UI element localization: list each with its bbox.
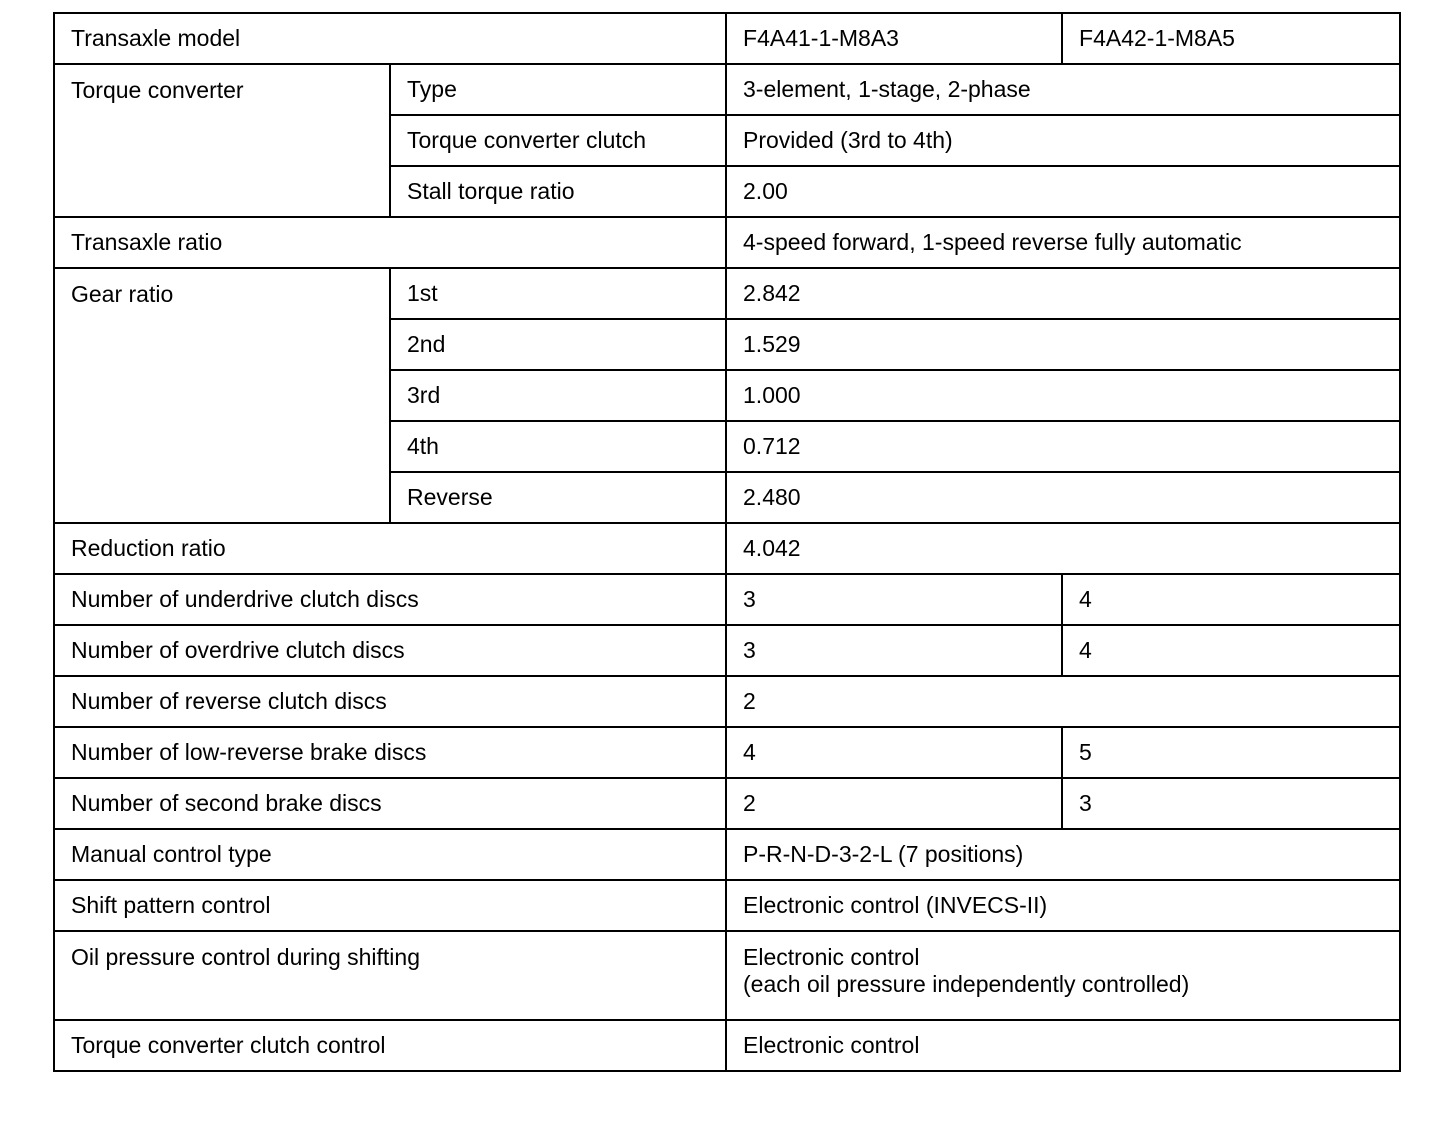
low-reverse-discs-label: Number of low-reverse brake discs (54, 727, 726, 778)
table-row-shift-pattern (54, 880, 1400, 931)
spec-table (53, 12, 1401, 1072)
overdrive-discs-label: Number of overdrive clutch discs (54, 625, 726, 676)
table-row-transaxle-ratio (54, 217, 1400, 268)
table-row-manual-control (54, 829, 1400, 880)
tcc-control-value: Electronic control (726, 1020, 1400, 1071)
model-a-header: F4A41-1-M8A3 (726, 13, 1062, 64)
stall-torque-label: Stall torque ratio (390, 166, 726, 217)
second-brake-discs-a: 2 (726, 778, 1062, 829)
gear-2nd-value: 1.529 (726, 319, 1400, 370)
manual-control-value: P-R-N-D-3-2-L (7 positions) (726, 829, 1400, 880)
tcc-control-label: Torque converter clutch control (54, 1020, 726, 1071)
gear-4th-label: 4th (390, 421, 726, 472)
table-row-reverse-discs (54, 676, 1400, 727)
table-row-transaxle-model (54, 13, 1400, 64)
oil-pressure-value (726, 931, 1400, 1020)
table-row-underdrive-discs (54, 574, 1400, 625)
low-reverse-discs-a: 4 (726, 727, 1062, 778)
manual-control-label: Manual control type (54, 829, 726, 880)
table-row-overdrive-discs (54, 625, 1400, 676)
gear-1st-label: 1st (390, 268, 726, 319)
torque-type-value: 3-element, 1-stage, 2-phase (726, 64, 1400, 115)
gear-4th-value: 0.712 (726, 421, 1400, 472)
table-row-low-reverse-discs (54, 727, 1400, 778)
gear-ratio-label: Gear ratio (54, 268, 390, 523)
table-row-gear-1st (54, 268, 1400, 319)
oil-pressure-value-line1: Electronic control (743, 944, 920, 970)
gear-3rd-label: 3rd (390, 370, 726, 421)
second-brake-discs-b: 3 (1062, 778, 1400, 829)
reverse-discs-value: 2 (726, 676, 1400, 727)
oil-pressure-value-line2: (each oil pressure independently controlled) (743, 971, 1190, 997)
table-row-tcc-control (54, 1020, 1400, 1071)
shift-pattern-label: Shift pattern control (54, 880, 726, 931)
transaxle-model-label: Transaxle model (54, 13, 726, 64)
torque-clutch-label: Torque converter clutch (390, 115, 726, 166)
reverse-discs-label: Number of reverse clutch discs (54, 676, 726, 727)
gear-3rd-value: 1.000 (726, 370, 1400, 421)
torque-clutch-value: Provided (3rd to 4th) (726, 115, 1400, 166)
transaxle-ratio-value: 4-speed forward, 1-speed reverse fully automatic (726, 217, 1400, 268)
low-reverse-discs-b: 5 (1062, 727, 1400, 778)
torque-converter-label: Torque converter (54, 64, 390, 217)
table-row-second-brake-discs (54, 778, 1400, 829)
oil-pressure-label: Oil pressure control during shifting (54, 931, 726, 1020)
gear-2nd-label: 2nd (390, 319, 726, 370)
torque-type-label: Type (390, 64, 726, 115)
transaxle-ratio-label: Transaxle ratio (54, 217, 726, 268)
stall-torque-value: 2.00 (726, 166, 1400, 217)
underdrive-discs-label: Number of underdrive clutch discs (54, 574, 726, 625)
shift-pattern-value: Electronic control (INVECS-II) (726, 880, 1400, 931)
table-row-torque-type (54, 64, 1400, 115)
reduction-ratio-label: Reduction ratio (54, 523, 726, 574)
overdrive-discs-b: 4 (1062, 625, 1400, 676)
table-row-reduction-ratio (54, 523, 1400, 574)
gear-reverse-value: 2.480 (726, 472, 1400, 523)
gear-1st-value: 2.842 (726, 268, 1400, 319)
second-brake-discs-label: Number of second brake discs (54, 778, 726, 829)
underdrive-discs-a: 3 (726, 574, 1062, 625)
reduction-ratio-value: 4.042 (726, 523, 1400, 574)
overdrive-discs-a: 3 (726, 625, 1062, 676)
underdrive-discs-b: 4 (1062, 574, 1400, 625)
model-b-header: F4A42-1-M8A5 (1062, 13, 1400, 64)
gear-reverse-label: Reverse (390, 472, 726, 523)
table-row-oil-pressure (54, 931, 1400, 1020)
